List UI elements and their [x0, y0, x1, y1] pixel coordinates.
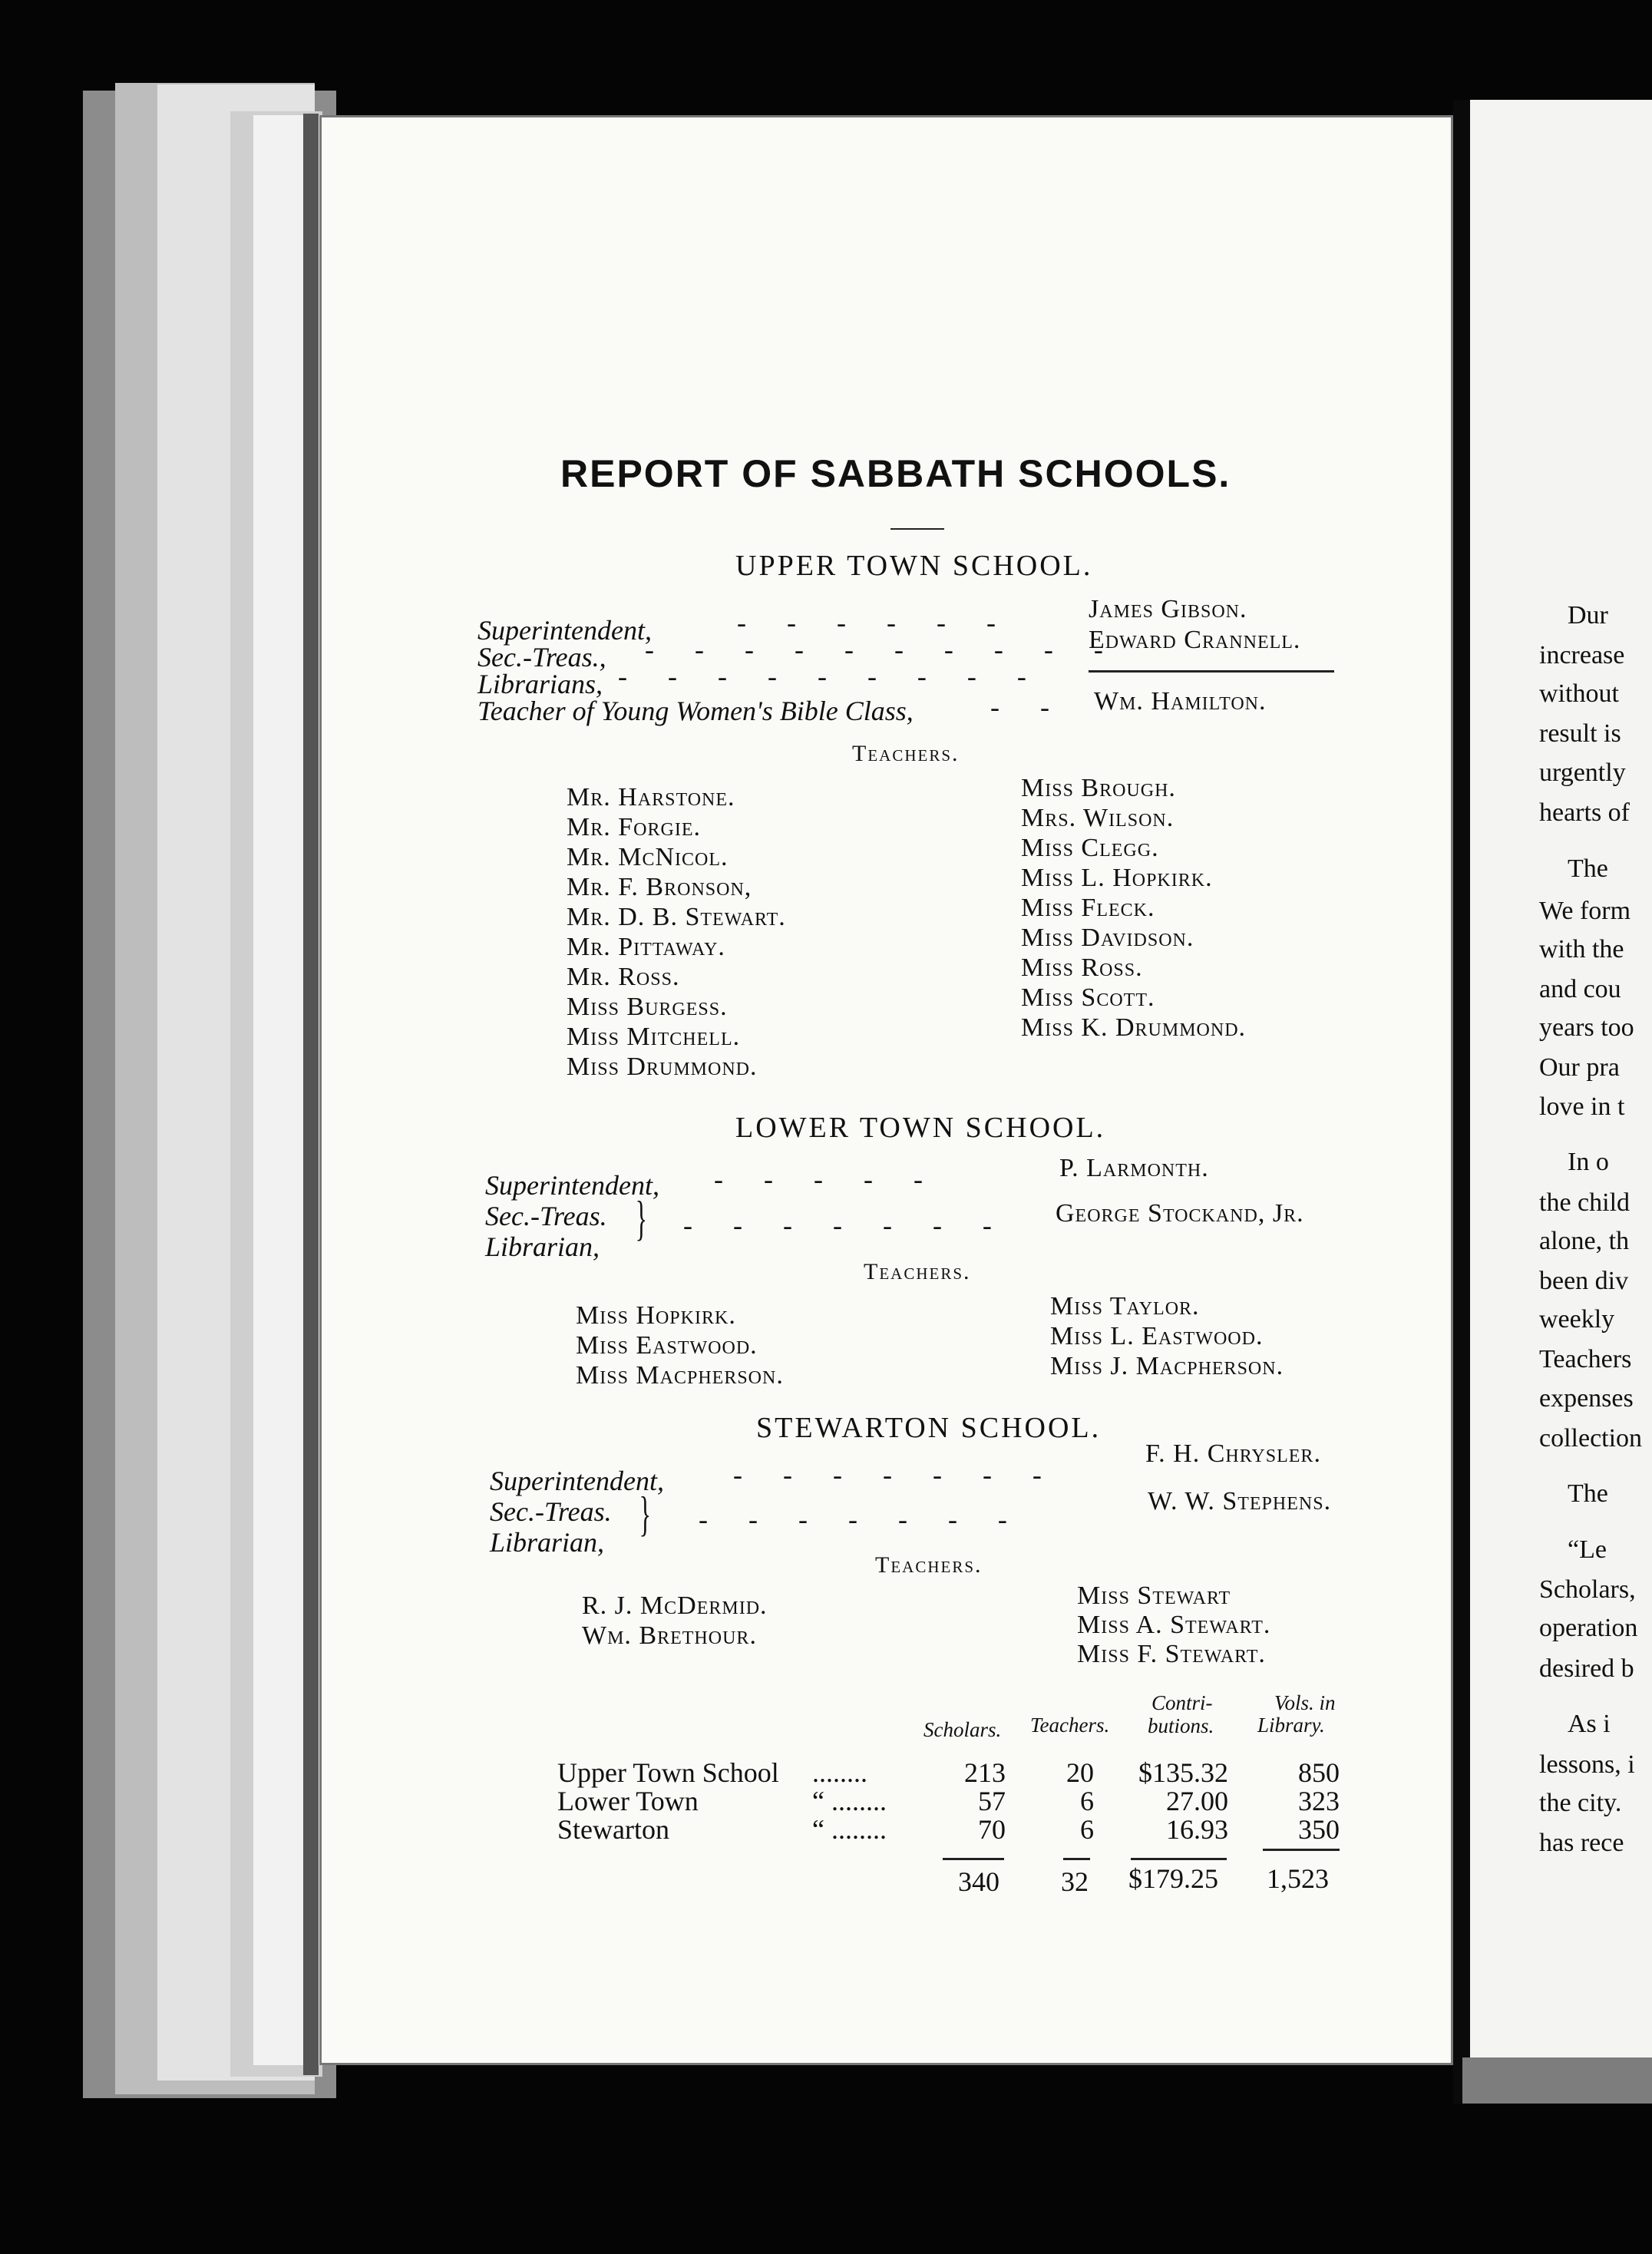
teacher-name: Miss Eastwood.: [576, 1331, 758, 1360]
table-cell-teachers: 6: [1080, 1814, 1094, 1845]
teacher-name: Miss Clegg.: [1021, 834, 1159, 862]
total-rule-teachers: [1063, 1858, 1090, 1860]
right-page-bottom-edge: [1462, 2057, 1652, 2104]
upper-role-librarians: Librarians,: [477, 669, 603, 699]
teacher-name: Miss Macpherson.: [576, 1361, 784, 1390]
facing-page-line: The: [1568, 854, 1608, 883]
facing-page-line: urgently: [1539, 758, 1626, 787]
table-cell-contributions: 16.93: [1166, 1814, 1228, 1845]
table-cell-vols: 323: [1298, 1786, 1340, 1816]
teacher-name: Wm. Brethour.: [582, 1621, 757, 1650]
lower-superintendent-name: P. Larmonth.: [1059, 1154, 1209, 1182]
upper-teachers-label: Teachers.: [852, 741, 960, 766]
facing-page-line: increase: [1539, 641, 1625, 669]
leader-dots: - - - - - - -: [733, 1459, 1059, 1490]
leader-dots: - -: [990, 692, 1066, 722]
teacher-name: Miss L. Eastwood.: [1050, 1322, 1264, 1350]
table-header-teachers: Teachers.: [1030, 1714, 1110, 1737]
teacher-name: Mr. F. Bronson,: [567, 873, 752, 901]
total-scholars: 340: [958, 1866, 999, 1897]
lower-school-heading: LOWER TOWN SCHOOL.: [735, 1112, 1106, 1144]
table-header-vols-1: Vols. in: [1274, 1691, 1336, 1714]
table-header-contributions-2: butions.: [1148, 1714, 1214, 1737]
lower-teachers-label: Teachers.: [864, 1259, 971, 1284]
table-cell-leader: “ ........: [812, 1814, 887, 1845]
teacher-name: Mr. McNicol.: [567, 843, 729, 871]
facing-page-line: and cou: [1539, 975, 1621, 1003]
facing-page-line: weekly: [1539, 1305, 1615, 1334]
facing-page-line: alone, th: [1539, 1227, 1630, 1255]
facing-page-line: collection: [1539, 1424, 1643, 1453]
teacher-name: Mr. Harstone.: [567, 783, 735, 811]
table-cell-scholars: 70: [978, 1814, 1006, 1845]
teacher-name: Miss Scott.: [1021, 983, 1155, 1012]
teacher-name: Miss F. Stewart.: [1077, 1640, 1266, 1668]
table-cell-scholars: 213: [964, 1757, 1006, 1788]
lower-role-librarian: Librarian,: [485, 1231, 600, 1262]
teacher-name: Miss A. Stewart.: [1077, 1611, 1271, 1639]
table-cell-leader: ........: [812, 1757, 867, 1788]
teacher-name: Miss L. Hopkirk.: [1021, 864, 1213, 892]
table-header-contributions-1: Contri-: [1151, 1691, 1213, 1714]
table-cell-contributions: 27.00: [1166, 1786, 1228, 1816]
facing-page-line: the child: [1539, 1188, 1631, 1217]
stewarton-superintendent-name: F. H. Chrysler.: [1145, 1439, 1321, 1468]
upper-school-heading: UPPER TOWN SCHOOL.: [735, 550, 1093, 582]
book-edge-leaf: [253, 115, 330, 2065]
facing-page-line: Our pra: [1539, 1053, 1620, 1082]
leader-dots: - - - - - - -: [699, 1504, 1024, 1535]
teacher-name: Miss Davidson.: [1021, 924, 1194, 952]
teacher-name: Mr. Forgie.: [567, 813, 701, 841]
leader-dots: - - - - - - - - - -: [645, 634, 1120, 665]
stewarton-sectreas-name: W. W. Stephens.: [1148, 1487, 1332, 1515]
table-cell-teachers: 20: [1066, 1757, 1094, 1788]
table-cell-vols: 350: [1298, 1814, 1340, 1845]
teacher-name: Miss Ross.: [1021, 953, 1143, 982]
brace-icon: }: [639, 1486, 652, 1541]
teacher-name: Mr. Ross.: [567, 963, 680, 991]
teacher-name: Miss Fleck.: [1021, 894, 1155, 922]
left-page: [319, 115, 1453, 2065]
upper-role-superintendent: Superintendent,: [477, 615, 652, 646]
teacher-name: Miss J. Macpherson.: [1050, 1352, 1284, 1380]
teacher-name: Miss K. Drummond.: [1021, 1013, 1247, 1042]
upper-role-sectreas: Sec.-Treas.,: [477, 642, 606, 673]
total-vols: 1,523: [1267, 1863, 1329, 1894]
facing-page-line: love in t: [1539, 1092, 1625, 1121]
stewarton-role-sectreas: Sec.-Treas.: [490, 1496, 612, 1527]
report-title: REPORT OF SABBATH SCHOOLS.: [560, 452, 1231, 495]
facing-page-line: been div: [1539, 1267, 1629, 1295]
facing-page-line: expenses: [1539, 1384, 1634, 1413]
leader-dots: - - - - - - - - -: [618, 661, 1043, 692]
stewarton-school-heading: STEWARTON SCHOOL.: [756, 1412, 1102, 1444]
table-cell-label: Stewarton: [557, 1814, 669, 1845]
table-cell-scholars: 57: [978, 1786, 1006, 1816]
facing-page-line: operation: [1539, 1614, 1638, 1642]
facing-page-line: Teachers: [1539, 1345, 1632, 1373]
table-cell-leader: “ ........: [812, 1786, 887, 1816]
teacher-name: Miss Drummond.: [567, 1053, 758, 1081]
teacher-name: R. J. McDermid.: [582, 1591, 768, 1620]
facing-page-line: The: [1568, 1479, 1608, 1508]
upper-sectreas-name: Edward Crannell.: [1089, 626, 1301, 654]
librarian-blank-rule: [1089, 670, 1334, 673]
table-header-vols-2: Library.: [1257, 1714, 1325, 1737]
table-cell-contributions: $135.32: [1138, 1757, 1228, 1788]
facing-page-line: hearts of: [1539, 798, 1631, 827]
table-cell-teachers: 6: [1080, 1786, 1094, 1816]
facing-page-line: years too: [1539, 1013, 1634, 1042]
facing-page-line: lessons, i: [1539, 1750, 1635, 1779]
upper-role-bible-teacher: Teacher of Young Women's Bible Class,: [477, 696, 914, 726]
lower-sectreas-name: George Stockand, Jr.: [1056, 1199, 1304, 1228]
leader-dots: - - - - - - -: [683, 1210, 1009, 1241]
teacher-name: Miss Mitchell.: [567, 1023, 741, 1051]
lower-role-superintendent: Superintendent,: [485, 1170, 659, 1201]
facing-page-line: We form: [1539, 897, 1631, 925]
teacher-name: Miss Burgess.: [567, 993, 728, 1021]
upper-superintendent-name: James Gibson.: [1089, 595, 1247, 623]
brace-icon: }: [635, 1191, 648, 1245]
teacher-name: Miss Stewart: [1077, 1581, 1231, 1610]
book-edge-shadow: [303, 114, 319, 2075]
total-contributions: $179.25: [1128, 1863, 1218, 1894]
upper-bible-teacher-name: Wm. Hamilton.: [1094, 687, 1267, 716]
table-cell-label: Upper Town School: [557, 1757, 779, 1788]
facing-page-line: In o: [1568, 1148, 1609, 1176]
leader-dots: - - - - -: [714, 1164, 940, 1195]
table-cell-label: Lower Town: [557, 1786, 699, 1816]
title-rule: [890, 528, 944, 530]
leader-dots: - - - - - -: [737, 607, 1013, 638]
facing-page-line: with the: [1539, 935, 1624, 963]
facing-page-line: As i: [1568, 1710, 1611, 1738]
facing-page-line: Scholars,: [1539, 1575, 1636, 1604]
facing-page-line: “Le: [1568, 1535, 1607, 1564]
teacher-name: Mr. D. B. Stewart.: [567, 903, 786, 931]
teacher-name: Miss Brough.: [1021, 774, 1176, 802]
teacher-name: Mr. Pittaway.: [567, 933, 725, 961]
lower-role-sectreas: Sec.-Treas.: [485, 1201, 607, 1231]
facing-page-line: Dur: [1568, 601, 1608, 630]
facing-page-line: the city.: [1539, 1789, 1622, 1817]
table-cell-vols: 850: [1298, 1757, 1340, 1788]
teacher-name: Miss Taylor.: [1050, 1292, 1200, 1320]
stewarton-role-superintendent: Superintendent,: [490, 1466, 664, 1496]
teacher-name: Miss Hopkirk.: [576, 1301, 736, 1330]
facing-page-line: has rece: [1539, 1829, 1624, 1857]
stewarton-role-librarian: Librarian,: [490, 1527, 605, 1558]
facing-page-line: desired b: [1539, 1654, 1634, 1683]
total-rule-vols: [1263, 1849, 1340, 1851]
total-rule-scholars: [943, 1858, 1004, 1860]
total-rule-contributions: [1131, 1858, 1227, 1860]
facing-page-line: without: [1539, 679, 1619, 708]
stewarton-teachers-label: Teachers.: [875, 1552, 983, 1578]
total-teachers: 32: [1061, 1866, 1089, 1897]
table-header-scholars: Scholars.: [923, 1718, 1002, 1741]
teacher-name: Mrs. Wilson.: [1021, 804, 1175, 832]
facing-page-line: result is: [1539, 719, 1621, 748]
